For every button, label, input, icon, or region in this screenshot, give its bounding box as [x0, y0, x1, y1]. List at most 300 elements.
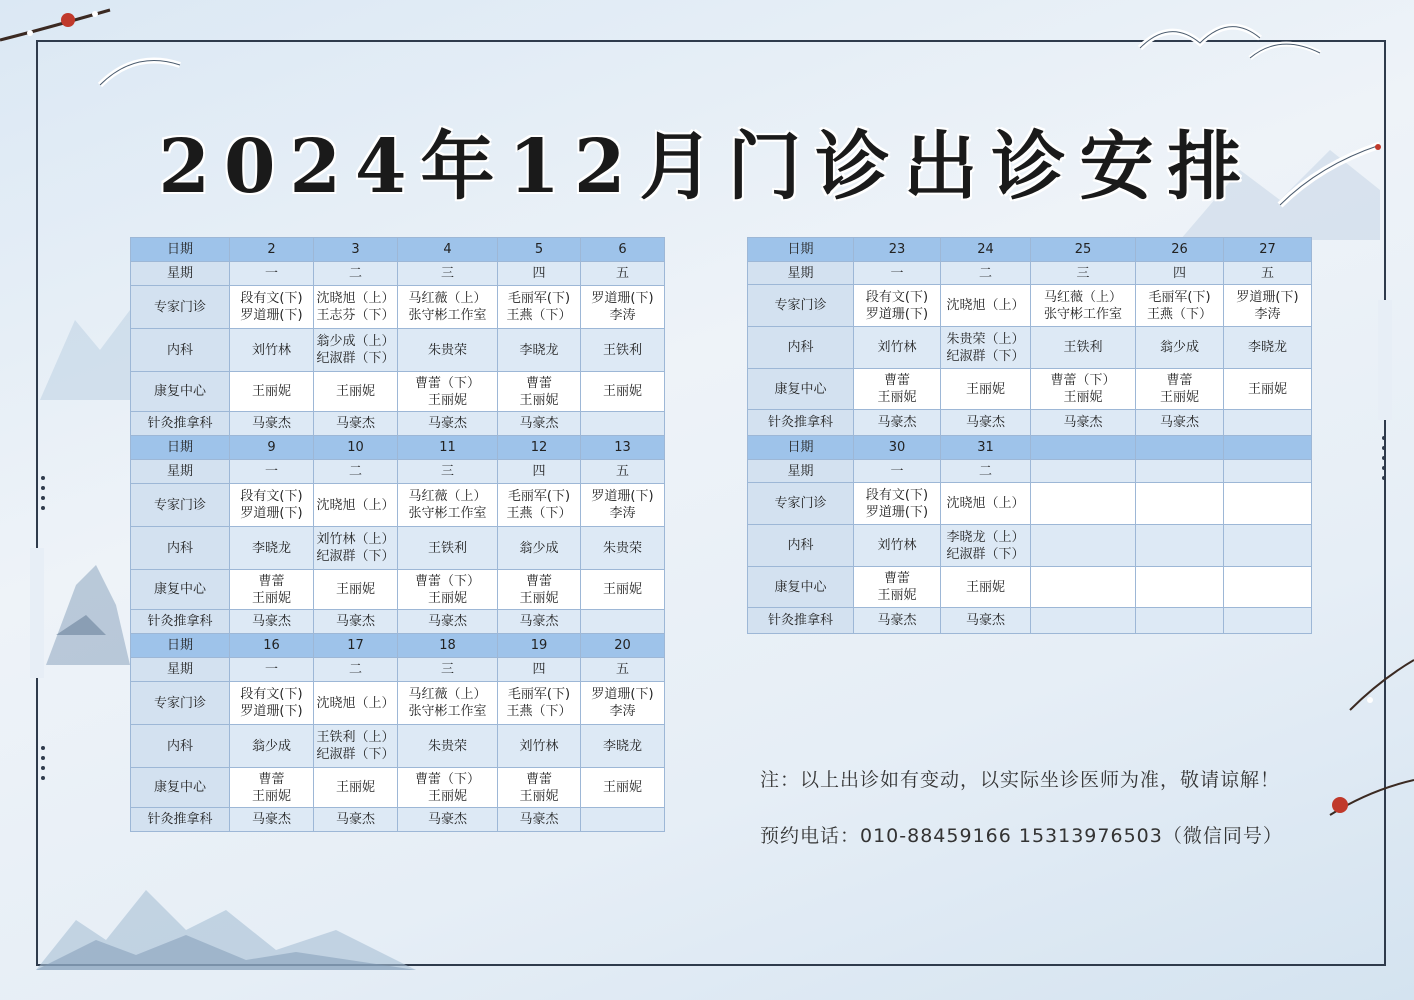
doctor-name: 罗道珊(下) [240, 308, 303, 323]
schedule-cell: 马豪杰 [854, 410, 941, 436]
row-label-acupuncture: 针灸推拿科 [131, 412, 230, 436]
weekday-cell: 二 [314, 262, 398, 286]
weekday-cell: 二 [314, 460, 398, 484]
date-cell: 19 [498, 634, 581, 658]
row-date [131, 634, 665, 658]
doctor-name: 刘竹林 [877, 538, 917, 553]
schedule-cell [581, 372, 665, 412]
doctor-name: 王丽妮 [427, 590, 467, 606]
doctor-name: 沈晓旭（上） [946, 496, 1025, 511]
schedule-cell [230, 725, 314, 768]
doctor-name: 毛丽军(下) [1148, 289, 1211, 305]
row-acupuncture [748, 410, 1312, 436]
doctor-name: 翁少成 [1159, 340, 1199, 355]
row-label-acupuncture: 针灸推拿科 [131, 610, 230, 634]
schedule-cell [1224, 483, 1312, 525]
schedule-cell [314, 286, 398, 329]
row-label-weekday: 星期 [748, 460, 854, 483]
doctor-name: 马红薇（上） [408, 687, 487, 702]
schedule-cell: 马豪杰 [230, 808, 314, 832]
date-cell: 2 [230, 238, 314, 262]
date-cell: 24 [941, 238, 1031, 262]
weekday-cell: 三 [398, 658, 498, 682]
doctor-name: 王丽妮 [1159, 390, 1199, 405]
crane-icon [1130, 8, 1330, 88]
row-date [131, 436, 665, 460]
doctor-name: 翁少成 [519, 540, 559, 556]
doctor-name: 王丽妮 [602, 780, 642, 795]
appointment-phone: 预约电话：010-88459166 15313976503（微信同号） [760, 825, 1283, 847]
row-label-acupuncture: 针灸推拿科 [748, 410, 854, 436]
doctor-name: 段有文(下) [865, 289, 929, 305]
doctor-name: 王丽妮 [1247, 381, 1287, 397]
doctor-name: 朱贵荣（上） [946, 331, 1025, 347]
schedule-cell [581, 286, 665, 329]
doctor-name: 刘竹林 [877, 340, 917, 355]
schedule-cell: 马豪杰 [398, 808, 498, 832]
doctor-name: 沈晓旭（上） [316, 695, 395, 711]
doctor-name: 王燕（下） [506, 506, 572, 521]
schedule-cell [1224, 525, 1312, 567]
doctor-name: 张守彬工作室 [408, 704, 487, 719]
row-expert [131, 286, 665, 329]
row-label-weekday: 星期 [131, 658, 230, 682]
doctor-name: 段有文(下) [240, 687, 303, 702]
doctor-name: 朱贵荣 [427, 342, 467, 358]
schedule-cell [398, 768, 498, 808]
doctor-name: 纪淑群（下） [946, 546, 1025, 562]
doctor-name: 王丽妮 [519, 590, 559, 606]
doctor-name: 王丽妮 [251, 384, 291, 399]
doctor-name: 段有文(下) [240, 291, 303, 306]
row-internal [131, 527, 665, 570]
row-label-rehab: 康复中心 [748, 567, 854, 608]
schedule-cell [314, 570, 398, 610]
row-label-expert: 专家门诊 [748, 483, 854, 525]
doctor-name: 段有文(下) [865, 487, 929, 503]
schedule-cell [398, 286, 498, 329]
schedule-cell: 马豪杰 [941, 410, 1031, 436]
schedule-table-left [130, 237, 665, 832]
doctor-name: 罗道珊(下) [865, 306, 929, 322]
doctor-name: 曹蕾 [1166, 373, 1193, 388]
doctor-name: 罗道珊(下) [240, 704, 303, 719]
doctor-name: 毛丽军(下) [507, 291, 571, 306]
date-cell: 26 [1136, 238, 1224, 262]
row-rehab [748, 567, 1312, 608]
schedule-cell [398, 527, 498, 570]
schedule-cell [314, 682, 398, 725]
weekday-cell: 一 [230, 262, 314, 286]
schedule-cell [1224, 608, 1312, 634]
weekday-cell: 四 [498, 658, 581, 682]
doctor-name: 沈晓旭（上） [946, 298, 1025, 313]
weekday-cell: 五 [1224, 262, 1312, 285]
schedule-cell [854, 285, 941, 327]
row-acupuncture [131, 808, 665, 832]
schedule-cell [230, 329, 314, 372]
weekday-cell: 一 [230, 460, 314, 484]
schedule-cell [1031, 483, 1136, 525]
doctor-name: 李涛 [609, 308, 636, 323]
date-cell: 30 [854, 436, 941, 460]
row-rehab [131, 768, 665, 808]
doctor-name: 王丽妮 [427, 788, 467, 804]
schedule-cell: 马豪杰 [1031, 410, 1136, 436]
doctor-name: 曹蕾 [883, 373, 910, 388]
row-date [131, 238, 665, 262]
change-notice: 注：以上出诊如有变动，以实际坐诊医师为准，敬请谅解！ [760, 769, 1281, 791]
row-internal [131, 725, 665, 768]
schedule-cell: 马豪杰 [398, 412, 498, 436]
schedule-cell: 马豪杰 [314, 610, 398, 634]
row-date [748, 436, 1312, 460]
row-label-internal: 内科 [748, 327, 854, 369]
row-weekday [748, 460, 1312, 483]
doctor-name: 李晓龙 [1247, 340, 1287, 355]
date-cell: 11 [398, 436, 498, 460]
frame-ornament-right [1382, 430, 1386, 486]
doctor-name: 李晓龙（上） [946, 529, 1025, 545]
doctor-name: 曹蕾 [525, 573, 552, 589]
schedule-cell [581, 412, 665, 436]
date-cell: 9 [230, 436, 314, 460]
doctor-name: 罗道珊(下) [591, 687, 654, 702]
doctor-name: 王丽妮 [427, 392, 467, 408]
weekday-cell: 四 [1136, 262, 1224, 285]
schedule-cell [314, 372, 398, 412]
schedule-cell [314, 484, 398, 527]
schedule-cell [1031, 608, 1136, 634]
weekday-cell: 三 [398, 460, 498, 484]
schedule-cell [1224, 327, 1312, 369]
schedule-cell [230, 372, 314, 412]
date-cell: 25 [1031, 238, 1136, 262]
schedule-cell [941, 369, 1031, 410]
doctor-name: 王丽妮 [519, 788, 559, 804]
doctor-name: 纪淑群（下） [316, 351, 395, 366]
schedule-cell: 马豪杰 [941, 608, 1031, 634]
date-cell: 4 [398, 238, 498, 262]
doctor-name: 王丽妮 [519, 392, 559, 408]
schedule-cell [1136, 285, 1224, 327]
doctor-name: 王丽妮 [335, 582, 375, 597]
row-rehab [131, 570, 665, 610]
doctor-name: 翁少成 [251, 738, 291, 754]
schedule-cell [498, 286, 581, 329]
doctor-name: 李晓龙 [251, 540, 291, 556]
doctor-name: 张守彬工作室 [408, 308, 487, 323]
schedule-cell [1224, 285, 1312, 327]
doctor-name: 曹蕾（下） [1050, 373, 1116, 388]
schedule-cell [498, 527, 581, 570]
row-label-acupuncture: 针灸推拿科 [131, 808, 230, 832]
doctor-name: 王志芬（下） [316, 308, 395, 323]
row-label-acupuncture: 针灸推拿科 [748, 608, 854, 634]
date-cell [1031, 436, 1136, 460]
doctor-name: 王丽妮 [335, 780, 375, 795]
doctor-name: 沈晓旭（上） [316, 291, 395, 306]
date-cell [1224, 436, 1312, 460]
date-cell [1136, 436, 1224, 460]
date-cell: 18 [398, 634, 498, 658]
weekday-cell: 一 [854, 460, 941, 483]
doctor-name: 朱贵荣 [427, 738, 467, 754]
weekday-cell [1031, 460, 1136, 483]
doctor-name: 张守彬工作室 [1043, 306, 1122, 322]
schedule-cell [1136, 369, 1224, 410]
schedule-cell [314, 768, 398, 808]
row-weekday [131, 658, 665, 682]
schedule-cell [581, 808, 665, 832]
row-label-internal: 内科 [748, 525, 854, 567]
row-label-rehab: 康复中心 [748, 369, 854, 410]
doctor-name: 翁少成（上） [316, 334, 395, 349]
row-label-internal: 内科 [131, 329, 230, 372]
page-title: 2024年12月门诊出诊安排 [158, 124, 1256, 210]
date-cell: 16 [230, 634, 314, 658]
schedule-cell [498, 372, 581, 412]
doctor-name: 曹蕾（下） [414, 771, 480, 787]
row-internal [748, 525, 1312, 567]
schedule-cell [1224, 369, 1312, 410]
doctor-name: 曹蕾 [883, 571, 910, 586]
weekday-cell [1136, 460, 1224, 483]
row-label-rehab: 康复中心 [131, 570, 230, 610]
weekday-cell: 三 [1031, 262, 1136, 285]
schedule-cell [854, 483, 941, 525]
schedule-cell [581, 610, 665, 634]
doctor-name: 马红薇（上） [408, 489, 487, 504]
schedule-cell [941, 285, 1031, 327]
row-label-rehab: 康复中心 [131, 768, 230, 808]
row-label-date: 日期 [748, 436, 854, 460]
doctor-name: 罗道珊(下) [591, 291, 654, 306]
doctor-name: 王铁利（上） [316, 730, 395, 745]
row-label-date: 日期 [131, 238, 230, 262]
doctor-name: 王丽妮 [602, 582, 642, 597]
row-internal [748, 327, 1312, 369]
doctor-name: 罗道珊(下) [591, 489, 654, 504]
frame-gap-right [1378, 300, 1392, 420]
doctor-name: 王丽妮 [335, 384, 375, 399]
date-cell: 6 [581, 238, 665, 262]
row-expert [131, 682, 665, 725]
schedule-cell [1031, 567, 1136, 608]
schedule-cell [581, 570, 665, 610]
doctor-name: 曹蕾（下） [414, 375, 480, 391]
frame-gap-left [30, 548, 44, 678]
weekday-cell: 二 [314, 658, 398, 682]
doctor-name: 李涛 [1254, 306, 1281, 322]
row-expert [748, 483, 1312, 525]
date-cell: 27 [1224, 238, 1312, 262]
schedule-cell: 马豪杰 [1136, 410, 1224, 436]
schedule-cell [314, 527, 398, 570]
schedule-cell [314, 329, 398, 372]
row-label-rehab: 康复中心 [131, 372, 230, 412]
schedule-cell [230, 484, 314, 527]
doctor-name: 曹蕾 [258, 771, 285, 787]
doctor-name: 刘竹林 [519, 738, 559, 754]
doctor-name: 毛丽军(下) [507, 687, 571, 702]
row-acupuncture [131, 610, 665, 634]
schedule-cell [1031, 327, 1136, 369]
schedule-table-right [747, 237, 1312, 634]
row-acupuncture [748, 608, 1312, 634]
row-label-expert: 专家门诊 [131, 484, 230, 527]
schedule-cell [398, 725, 498, 768]
doctor-name: 刘竹林（上） [316, 532, 395, 547]
schedule-cell [581, 329, 665, 372]
row-expert [131, 484, 665, 527]
row-label-weekday: 星期 [131, 460, 230, 484]
doctor-name: 毛丽军(下) [507, 489, 571, 504]
schedule-cell [854, 369, 941, 410]
doctor-name: 王丽妮 [965, 381, 1005, 397]
weekday-cell: 一 [230, 658, 314, 682]
schedule-cell [1031, 525, 1136, 567]
schedule-cell [398, 484, 498, 527]
schedule-cell: 马豪杰 [498, 610, 581, 634]
doctor-name: 李涛 [609, 704, 636, 719]
plum-branch-icon [0, 0, 120, 50]
schedule-cell [581, 682, 665, 725]
row-label-weekday: 星期 [131, 262, 230, 286]
row-label-expert: 专家门诊 [131, 286, 230, 329]
row-rehab [748, 369, 1312, 410]
row-date [748, 238, 1312, 262]
row-label-expert: 专家门诊 [748, 285, 854, 327]
schedule-cell [398, 682, 498, 725]
schedule-cell [398, 372, 498, 412]
schedule-cell [230, 527, 314, 570]
row-internal [131, 329, 665, 372]
schedule-cell: 马豪杰 [498, 412, 581, 436]
schedule-cell: 马豪杰 [230, 610, 314, 634]
doctor-name: 张守彬工作室 [408, 506, 487, 521]
schedule-cell [230, 570, 314, 610]
weekday-cell: 一 [854, 262, 941, 285]
doctor-name: 王丽妮 [965, 579, 1005, 595]
frame-ornament-left-lower [41, 740, 45, 786]
doctor-name: 王燕（下） [1146, 306, 1212, 322]
doctor-name: 曹蕾（下） [414, 573, 480, 589]
schedule-cell [498, 329, 581, 372]
schedule-cell [1031, 369, 1136, 410]
weekday-cell: 四 [498, 460, 581, 484]
doctor-name: 段有文(下) [240, 489, 303, 504]
row-expert [748, 285, 1312, 327]
doctor-name: 马红薇（上） [1043, 289, 1122, 305]
doctor-name: 曹蕾 [258, 573, 285, 589]
schedule-cell [581, 527, 665, 570]
schedule-cell [498, 725, 581, 768]
row-label-weekday: 星期 [748, 262, 854, 285]
schedule-cell [398, 570, 498, 610]
row-label-internal: 内科 [131, 527, 230, 570]
doctor-name: 纪淑群（下） [316, 747, 395, 762]
weekday-cell: 五 [581, 460, 665, 484]
schedule-cell [1136, 608, 1224, 634]
schedule-cell [498, 768, 581, 808]
doctor-name: 罗道珊(下) [1236, 289, 1299, 305]
row-weekday [748, 262, 1312, 285]
doctor-name: 王铁利 [427, 540, 467, 556]
schedule-cell [498, 682, 581, 725]
schedule-cell [230, 768, 314, 808]
date-cell: 17 [314, 634, 398, 658]
schedule-cell [854, 567, 941, 608]
schedule-cell: 马豪杰 [314, 808, 398, 832]
schedule-cell [314, 725, 398, 768]
weekday-cell: 五 [581, 658, 665, 682]
frame-ornament-left [41, 470, 45, 516]
schedule-cell [1224, 410, 1312, 436]
row-acupuncture [131, 412, 665, 436]
doctor-name: 王铁利 [602, 342, 642, 358]
doctor-name: 李涛 [609, 506, 636, 521]
schedule-cell [230, 286, 314, 329]
row-weekday [131, 262, 665, 286]
schedule-cell [1136, 327, 1224, 369]
schedule-cell [581, 768, 665, 808]
weekday-cell: 二 [941, 262, 1031, 285]
schedule-cell [854, 525, 941, 567]
schedule-cell [1136, 567, 1224, 608]
doctor-name: 曹蕾 [525, 375, 552, 391]
doctor-name: 王铁利 [1063, 340, 1103, 355]
schedule-cell [941, 567, 1031, 608]
schedule-cell: 马豪杰 [854, 608, 941, 634]
date-cell: 12 [498, 436, 581, 460]
doctor-name: 曹蕾 [525, 771, 552, 787]
date-cell: 5 [498, 238, 581, 262]
doctor-name: 王燕（下） [506, 308, 572, 323]
doctor-name: 王丽妮 [251, 590, 291, 606]
doctor-name: 朱贵荣 [602, 540, 642, 556]
schedule-cell: 马豪杰 [398, 610, 498, 634]
doctor-name: 刘竹林 [251, 342, 291, 358]
mountain-decoration-top-left [40, 280, 130, 400]
schedule-cell [1136, 483, 1224, 525]
doctor-name: 王丽妮 [602, 384, 642, 399]
date-cell: 20 [581, 634, 665, 658]
schedule-cell: 马豪杰 [230, 412, 314, 436]
weekday-cell [1224, 460, 1312, 483]
mountain-decoration-left [46, 545, 130, 665]
row-label-internal: 内科 [131, 725, 230, 768]
schedule-cell: 马豪杰 [498, 808, 581, 832]
schedule-cell [581, 725, 665, 768]
schedule-cell [1224, 567, 1312, 608]
schedule-cell [1031, 285, 1136, 327]
date-cell: 3 [314, 238, 398, 262]
row-label-date: 日期 [131, 436, 230, 460]
mountain-decoration-bottom-left [36, 860, 416, 970]
weekday-cell: 二 [941, 460, 1031, 483]
schedule-cell: 马豪杰 [314, 412, 398, 436]
schedule-cell [1136, 525, 1224, 567]
schedule-cell [941, 525, 1031, 567]
row-rehab [131, 372, 665, 412]
doctor-name: 王丽妮 [877, 588, 917, 603]
schedule-cell [941, 483, 1031, 525]
date-cell: 23 [854, 238, 941, 262]
schedule-cell [581, 484, 665, 527]
doctor-name: 纪淑群（下） [316, 549, 395, 564]
date-cell: 31 [941, 436, 1031, 460]
